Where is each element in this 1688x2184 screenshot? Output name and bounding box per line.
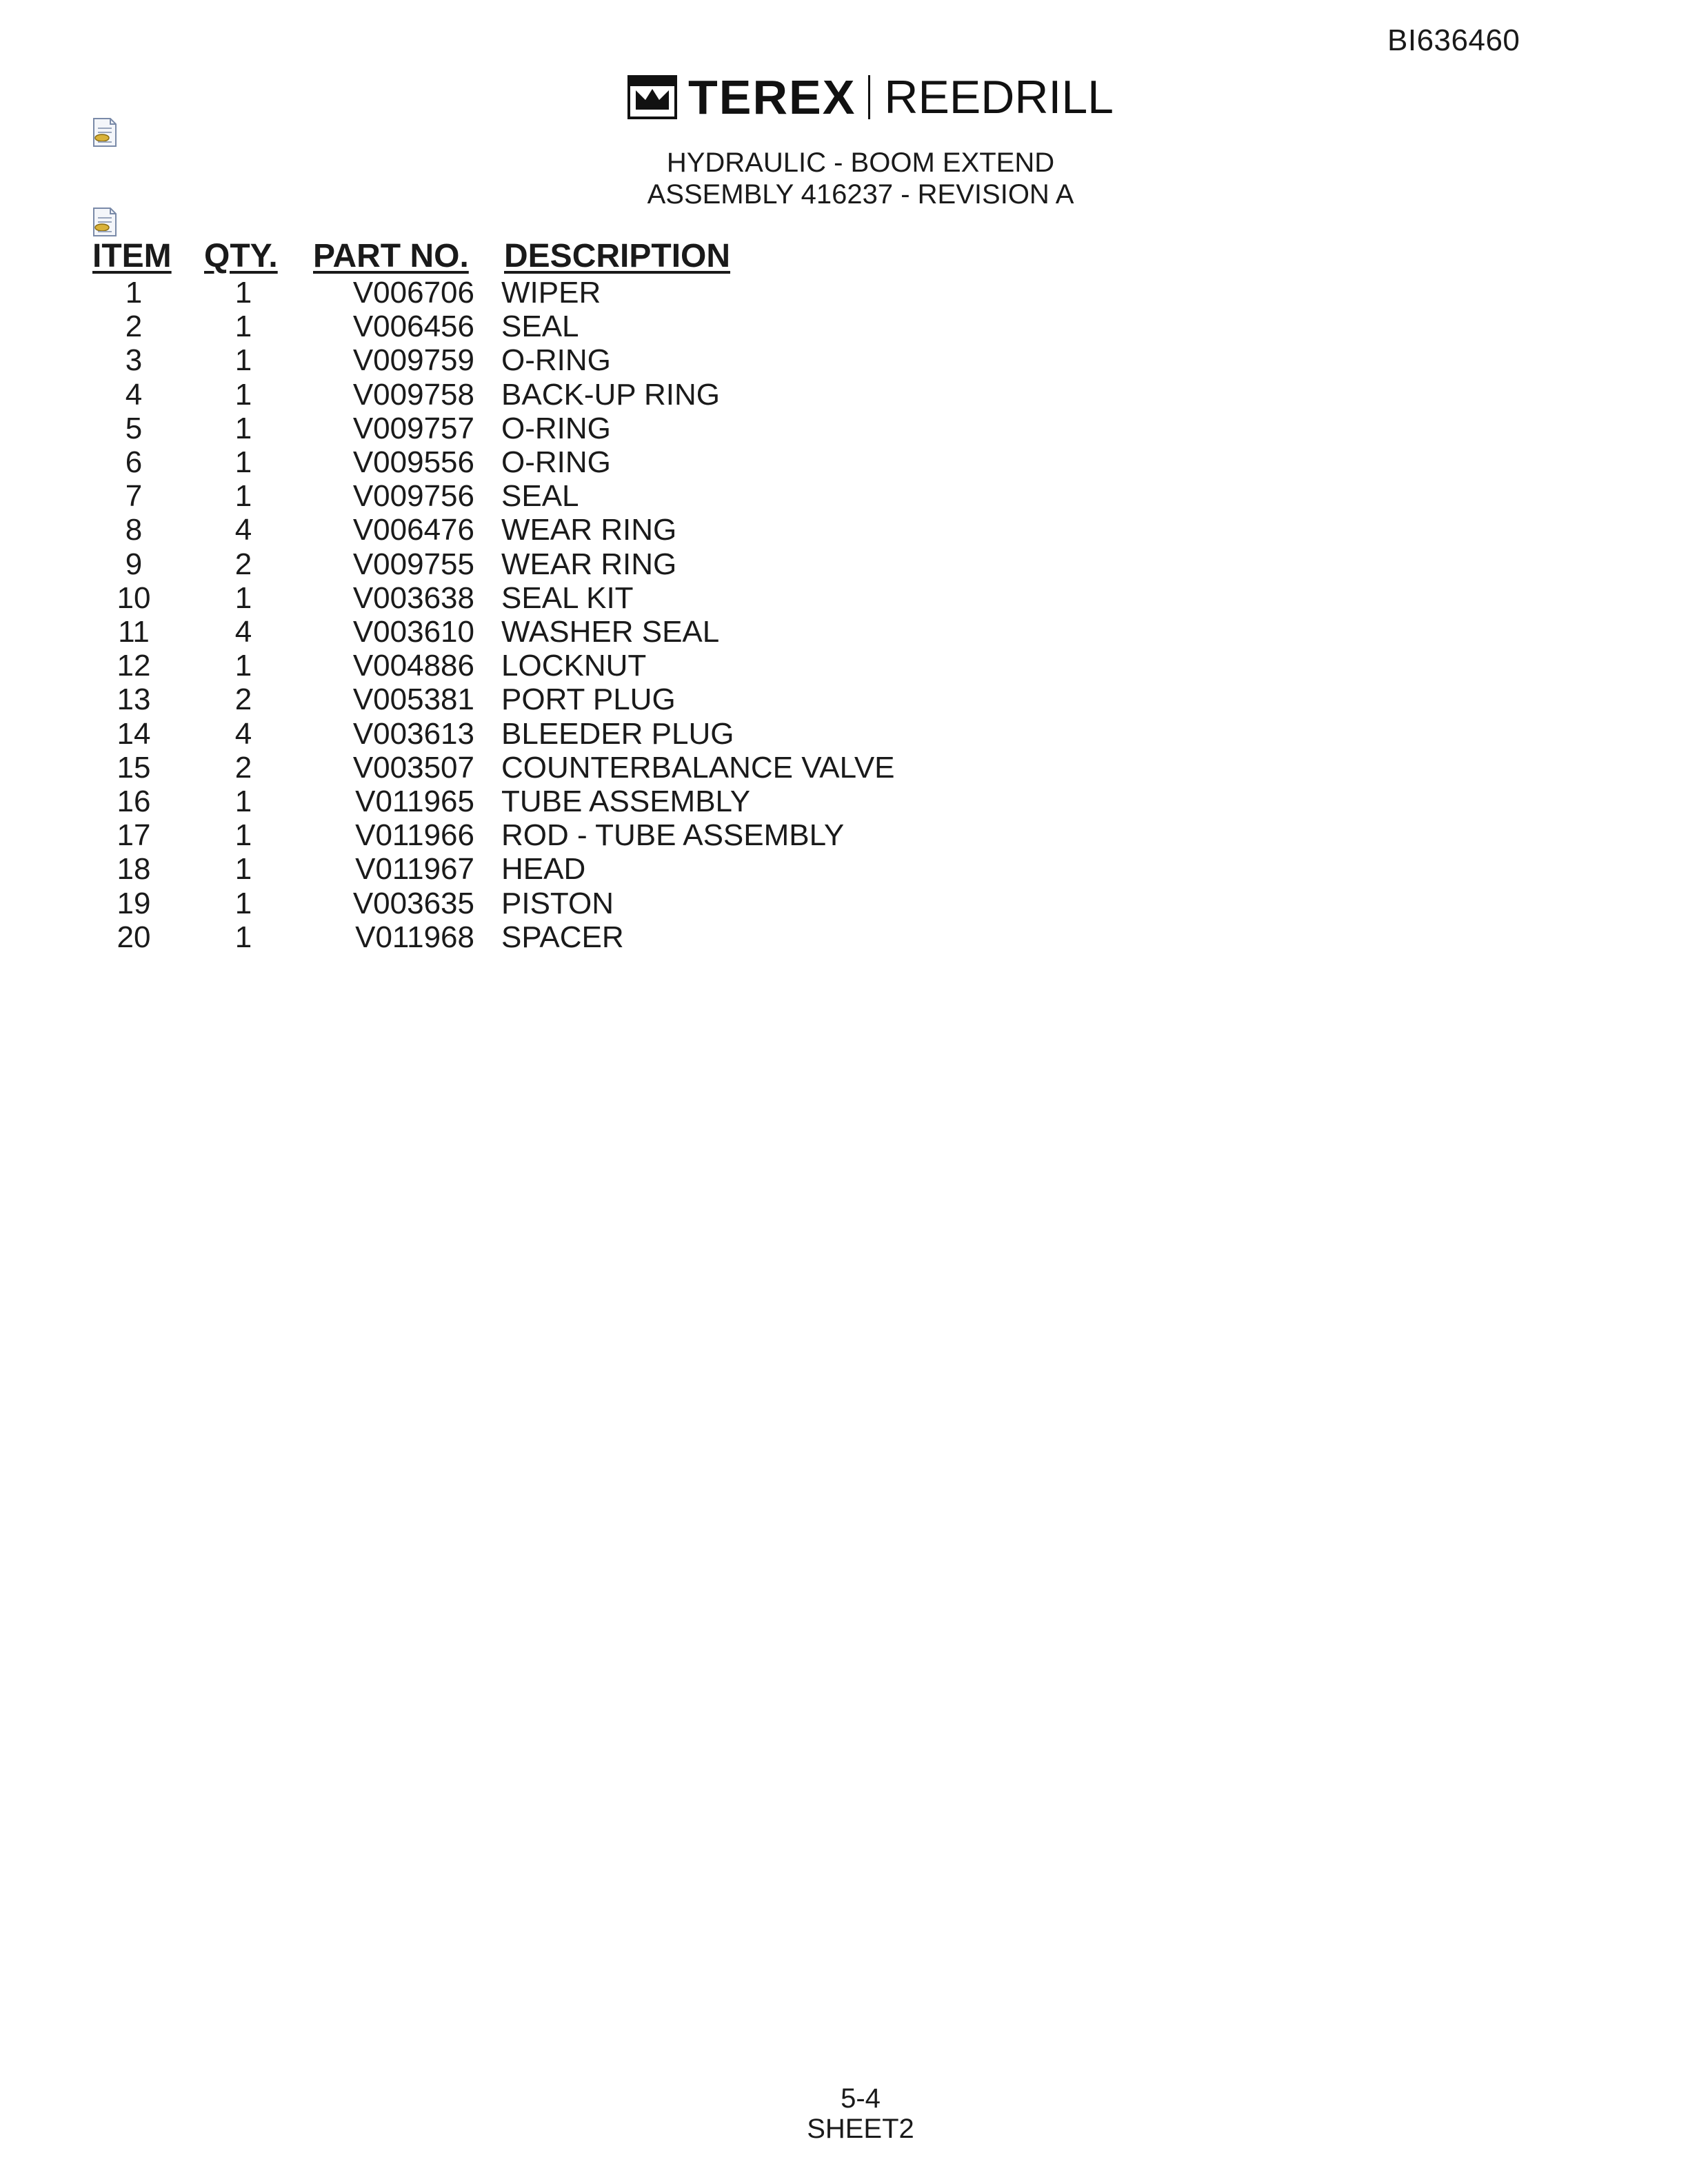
item-number: 2 bbox=[125, 310, 143, 344]
part-number: V003635 bbox=[352, 886, 474, 920]
table-row bbox=[0, 751, 965, 785]
part-number: V009756 bbox=[352, 479, 474, 514]
item-number: 18 bbox=[117, 852, 151, 887]
quantity: 1 bbox=[234, 818, 252, 853]
table-row bbox=[0, 852, 965, 886]
table-row bbox=[0, 513, 965, 547]
item-number: 15 bbox=[117, 750, 151, 785]
quantity: 2 bbox=[234, 547, 252, 581]
terex-reedrill-logo bbox=[627, 70, 1114, 124]
part-description: O-RING bbox=[501, 411, 611, 445]
item-number: 3 bbox=[125, 343, 143, 378]
part-number: V006476 bbox=[352, 513, 474, 547]
part-number: V006456 bbox=[352, 310, 474, 344]
header-description: DESCRIPTION bbox=[504, 238, 731, 274]
brand-terex: TEREX bbox=[688, 70, 856, 124]
quantity: 1 bbox=[234, 377, 252, 412]
quantity: 1 bbox=[234, 580, 252, 615]
quantity: 1 bbox=[234, 852, 252, 887]
table-row bbox=[0, 649, 965, 682]
item-number: 10 bbox=[117, 580, 151, 615]
part-number: V011967 bbox=[355, 852, 474, 887]
quantity: 4 bbox=[234, 716, 252, 751]
table-row bbox=[0, 412, 965, 445]
part-description: SEAL bbox=[501, 310, 579, 344]
table-row bbox=[0, 343, 965, 377]
table-row bbox=[0, 581, 965, 615]
sheet-label: SHEET2 bbox=[807, 2114, 914, 2144]
part-description: SEAL bbox=[501, 479, 579, 514]
table-row bbox=[0, 682, 965, 716]
item-number: 7 bbox=[125, 479, 143, 514]
item-number: 20 bbox=[117, 920, 151, 954]
part-number: V003638 bbox=[352, 580, 474, 615]
table-row bbox=[0, 479, 965, 513]
quantity: 4 bbox=[234, 513, 252, 547]
quantity: 1 bbox=[234, 886, 252, 920]
part-number: V005381 bbox=[352, 682, 474, 717]
part-number: V009757 bbox=[352, 411, 474, 445]
item-number: 14 bbox=[117, 716, 151, 751]
quantity: 1 bbox=[234, 343, 252, 378]
part-description: LOCKNUT bbox=[501, 649, 647, 683]
item-number: 6 bbox=[125, 445, 143, 479]
item-number: 17 bbox=[117, 818, 151, 853]
part-number: V003613 bbox=[352, 716, 474, 751]
item-number: 19 bbox=[117, 886, 151, 920]
part-description: O-RING bbox=[501, 343, 611, 378]
table-row bbox=[0, 920, 965, 954]
part-description: HEAD bbox=[501, 852, 586, 887]
logo-divider bbox=[868, 75, 870, 119]
item-number: 16 bbox=[117, 785, 151, 818]
page-number: 5-4 bbox=[841, 2083, 881, 2114]
header-part-no: PART NO. bbox=[313, 238, 469, 274]
part-number: V003507 bbox=[352, 750, 474, 785]
item-number: 13 bbox=[117, 682, 151, 717]
part-number: V011965 bbox=[355, 785, 474, 818]
table-row bbox=[0, 785, 965, 818]
part-description: PORT PLUG bbox=[501, 682, 676, 717]
table-row bbox=[0, 717, 965, 751]
table-row bbox=[0, 310, 965, 343]
part-number: V009758 bbox=[352, 377, 474, 412]
quantity: 1 bbox=[234, 411, 252, 445]
table-row bbox=[0, 887, 965, 920]
quantity: 1 bbox=[234, 310, 252, 344]
item-number: 4 bbox=[125, 377, 143, 412]
header-item: ITEM bbox=[92, 238, 172, 274]
part-description: COUNTERBALANCE VALVE bbox=[501, 750, 895, 785]
part-number: V004886 bbox=[352, 649, 474, 683]
table-row bbox=[0, 276, 965, 310]
part-description: PISTON bbox=[501, 886, 614, 920]
item-number: 9 bbox=[125, 547, 143, 581]
quantity: 4 bbox=[234, 615, 252, 649]
brand-reedrill: REEDRILL bbox=[884, 71, 1114, 123]
part-number: V009759 bbox=[352, 343, 474, 378]
quantity: 1 bbox=[234, 649, 252, 683]
item-number: 1 bbox=[125, 276, 143, 310]
assembly-subtitle: ASSEMBLY 416237 - REVISION A bbox=[647, 179, 1074, 210]
quantity: 2 bbox=[234, 750, 252, 785]
table-row bbox=[0, 615, 965, 649]
part-number: V011966 bbox=[355, 818, 474, 853]
quantity: 1 bbox=[234, 445, 252, 479]
table-row bbox=[0, 378, 965, 412]
quantity: 1 bbox=[234, 276, 252, 310]
part-description: SPACER bbox=[501, 920, 624, 954]
part-number: V006706 bbox=[352, 276, 474, 310]
item-number: 11 bbox=[118, 615, 150, 649]
part-description: WEAR RING bbox=[501, 547, 677, 581]
header-qty: QTY. bbox=[204, 238, 278, 274]
part-description: TUBE ASSEMBLY bbox=[501, 785, 751, 818]
quantity: 1 bbox=[234, 479, 252, 514]
part-description: SEAL KIT bbox=[501, 580, 634, 615]
table-row bbox=[0, 445, 965, 479]
document-icon[interactable] bbox=[91, 117, 119, 148]
part-description: WASHER SEAL bbox=[501, 615, 720, 649]
part-description: ROD - TUBE ASSEMBLY bbox=[501, 818, 845, 853]
item-number: 8 bbox=[125, 513, 143, 547]
quantity: 2 bbox=[234, 682, 252, 717]
terex-crown-icon bbox=[627, 75, 677, 119]
part-number: V011968 bbox=[355, 920, 474, 954]
part-number: V009755 bbox=[352, 547, 474, 581]
document-id: BI636460 bbox=[1387, 23, 1520, 57]
part-description: BLEEDER PLUG bbox=[501, 716, 734, 751]
part-description: WEAR RING bbox=[501, 513, 677, 547]
quantity: 1 bbox=[234, 785, 252, 818]
part-number: V009556 bbox=[352, 445, 474, 479]
table-row bbox=[0, 818, 965, 852]
part-number: V003610 bbox=[352, 615, 474, 649]
table-row bbox=[0, 547, 965, 581]
quantity: 1 bbox=[234, 920, 252, 954]
part-description: O-RING bbox=[501, 445, 611, 479]
part-description: BACK-UP RING bbox=[501, 377, 721, 412]
document-icon[interactable] bbox=[91, 207, 119, 237]
part-description: WIPER bbox=[501, 276, 601, 310]
assembly-title: HYDRAULIC - BOOM EXTEND bbox=[666, 148, 1055, 178]
item-number: 5 bbox=[125, 411, 143, 445]
item-number: 12 bbox=[117, 649, 151, 683]
